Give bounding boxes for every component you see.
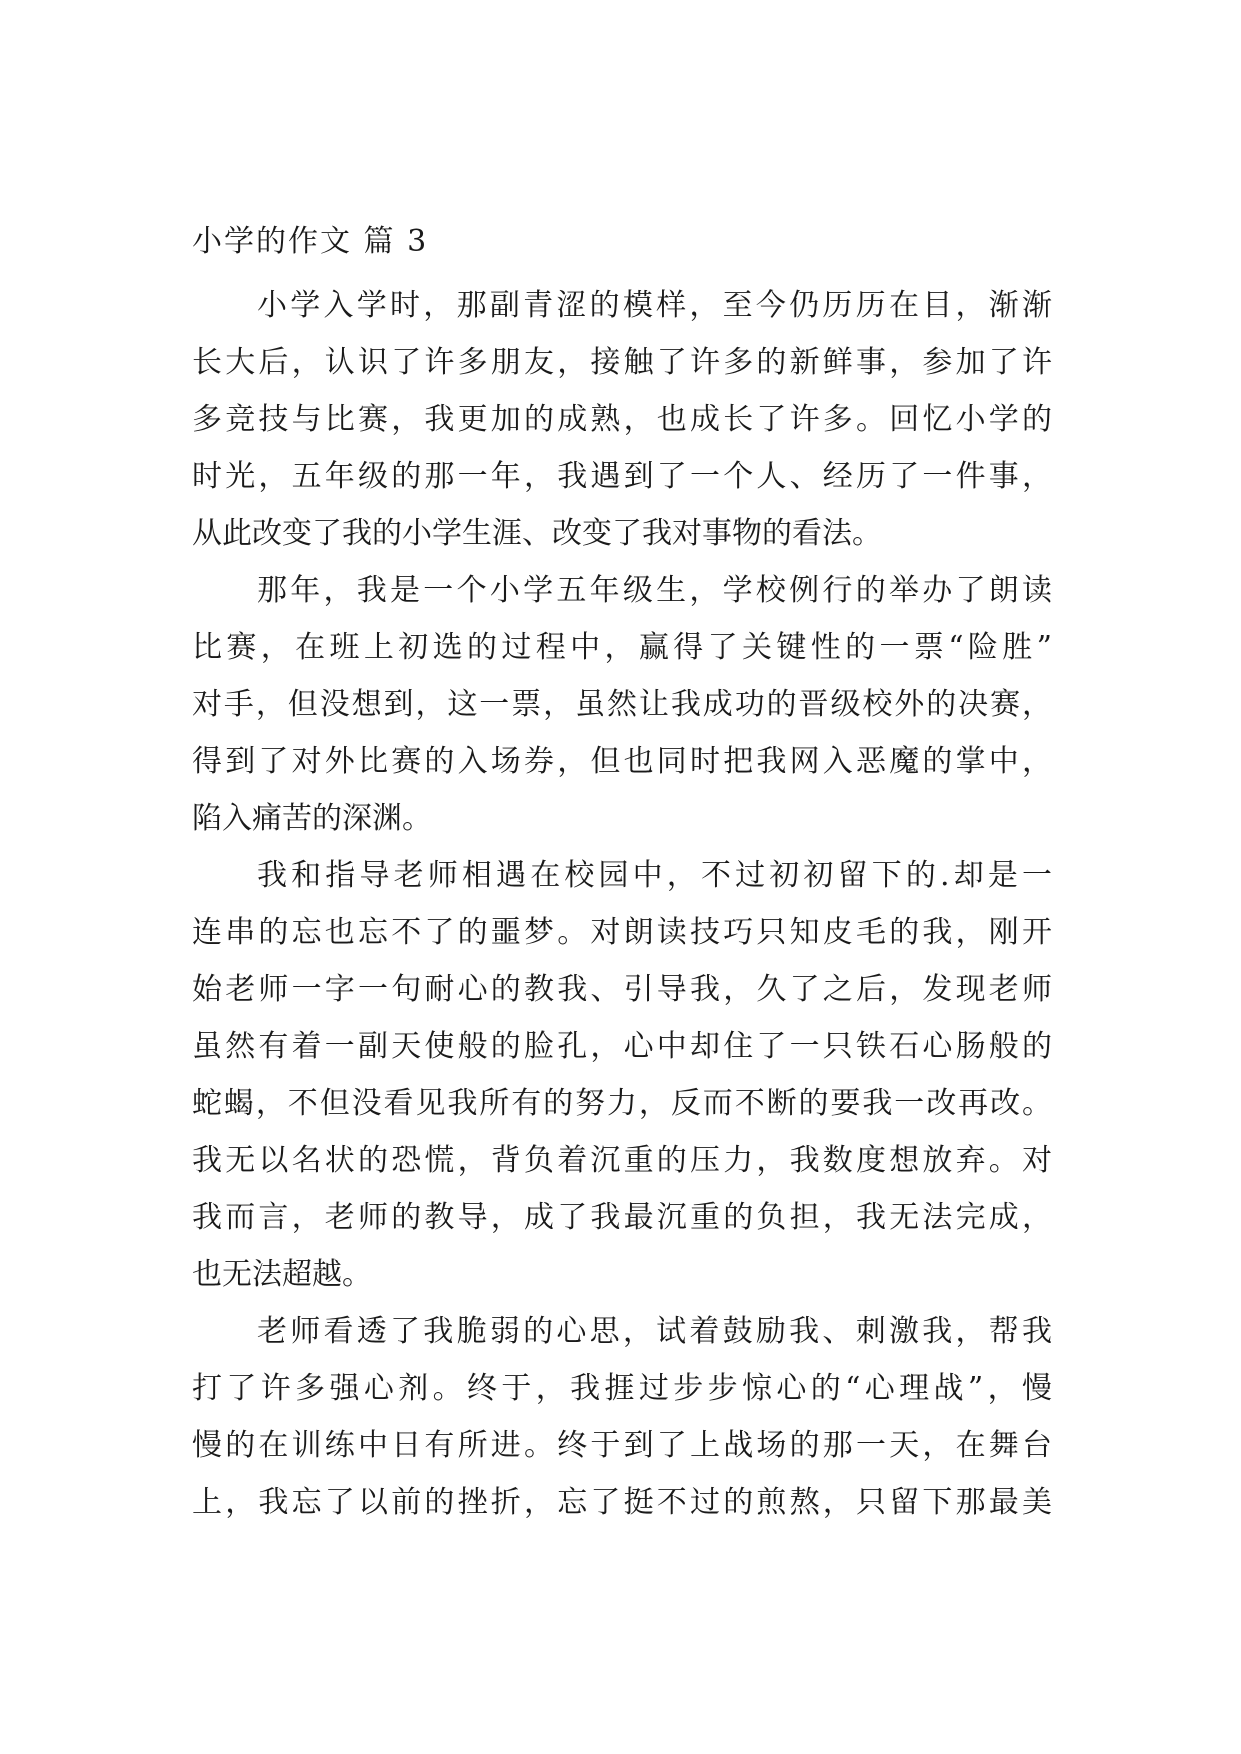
document-title: 小学的作文 篇 3: [192, 224, 429, 259]
text-line: 那年，我是一个小学五年级生，学校例行的举办了朗读: [257, 573, 1052, 608]
text-line: 我无以名状的恐慌，背负着沉重的压力，我数度想放弃。对: [192, 1143, 1052, 1178]
text-line: 得到了对外比赛的入场券，但也同时把我网入恶魔的掌中，: [192, 744, 1052, 779]
text-line: 小学入学时，那副青涩的模样，至今仍历历在目，渐渐: [257, 288, 1052, 323]
text-line: 对手，但没想到，这一票，虽然让我成功的晋级校外的决赛，: [192, 687, 1052, 722]
text-line: 也无法超越。: [192, 1257, 372, 1292]
text-line: 我而言，老师的教导，成了我最沉重的负担，我无法完成，: [192, 1200, 1052, 1235]
text-line: 老师看透了我脆弱的心思，试着鼓励我、刺激我，帮我: [257, 1314, 1052, 1349]
text-line: 从此改变了我的小学生涯、改变了我对事物的看法。: [192, 516, 882, 551]
text-line: 长大后，认识了许多朋友，接触了许多的新鲜事，参加了许: [192, 345, 1052, 380]
text-line: 打了许多强心剂。终于，我捱过步步惊心的“心理战”，慢: [192, 1371, 1052, 1406]
text-line: 陷入痛苦的深渊。: [192, 801, 432, 836]
text-line: 慢的在训练中日有所进。终于到了上战场的那一天，在舞台: [192, 1428, 1052, 1463]
text-line: 连串的忘也忘不了的噩梦。对朗读技巧只知皮毛的我，刚开: [192, 915, 1052, 950]
text-line: 比赛，在班上初选的过程中，赢得了关键性的一票“险胜”: [192, 630, 1052, 665]
text-line: 我和指导老师相遇在校园中，不过初初留下的.却是一: [257, 858, 1052, 893]
text-line: 多竞技与比赛，我更加的成熟，也成长了许多。回忆小学的: [192, 402, 1052, 437]
text-line: 始老师一字一句耐心的教我、引导我，久了之后，发现老师: [192, 972, 1052, 1007]
document-body: [192, 277, 1052, 1531]
text-line: 上，我忘了以前的挫折，忘了挺不过的煎熬，只留下那最美: [192, 1485, 1052, 1520]
text-line: 蛇蝎，不但没看见我所有的努力，反而不断的要我一改再改。: [192, 1086, 1052, 1121]
text-line: 时光，五年级的那一年，我遇到了一个人、经历了一件事，: [192, 459, 1052, 494]
text-line: 虽然有着一副天使般的脸孔，心中却住了一只铁石心肠般的: [192, 1029, 1052, 1064]
